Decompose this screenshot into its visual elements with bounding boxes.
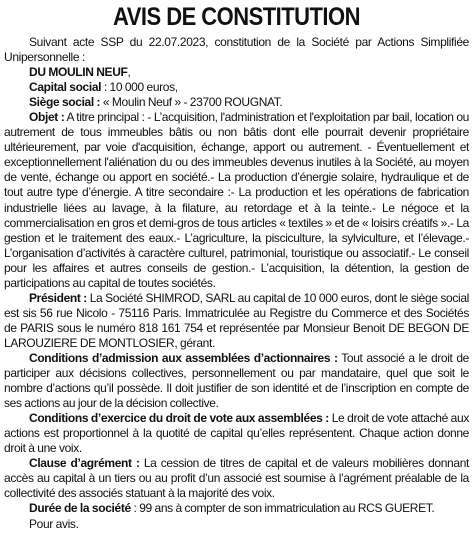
objet-value: A titre principal : - L’acquisition, l'administration et l'exploitation par bail, location ou autrement de tous immeubles bâtis ou non bâtis dont elle pourrait devenir propriétaire ultérieurement, par voie d'acquisition, échange, apport ou autrement. - Éventuellement et exceptionnellement l'aliénation du ou des immeubles devenus inutiles à la Société, au moyen de vente, échange ou apport en société.- La production d’énergie solaire, hydraulique et de tout autre type d’énergie. A titre secondaire :- La production et les opérations de fabrication industrielle liées au lavage, à la filature, au retordage et à la teinte.- Le négoce et la commercialisation en gros et demi-gros de tous articles « textiles » et de « loisirs créatifs ».- La gestion et le traitement des eaux.- L’agriculture, la pisciculture, la sylviculture, et l’élevage.- L’organisation d’activités à caractère culturel, patrimonial, touristique ou associatif.- Le conseil pour les affaires et autres conseils de gestion.- L’acquisition, la détention, la gestion de participations au capital de toutes sociétés. (4, 110, 470, 290)
duree-label: Durée de la société (29, 501, 131, 516)
closing-line (4, 517, 469, 532)
president-value: La Société SHIMROD, SARL au capital de 10 000 euros, dont le siège social est sis 56 rue Nicolo - 75116 Paris. Immatriculée au Registre du Commerce et des Sociétés de PARIS sous le numéro 818 161 754 et représentée par Monsieur Benoit DE BEGON DE LAROUZIERE DE MONTLOSIER, gérant. (4, 290, 469, 350)
closing-text: Pour avis. (29, 516, 79, 531)
capital-line (4, 80, 469, 95)
capital-label: Capital social (29, 80, 102, 95)
intro-paragraph (4, 35, 469, 65)
siege-line (4, 95, 469, 110)
agrement-paragraph (4, 456, 469, 501)
notice-title: AVIS DE CONSTITUTION (113, 3, 360, 31)
duree-value: : 99 ans à compter de son immatriculation au RCS GUERET. (130, 501, 435, 516)
agrement-value: La cession de titres de capital et de valeurs mobilières donnant accès au capital à un tiers ou au profit d’un associé est soumise à l’agrément préalable de la collectivité des associés statuant à la majorité des voix. (4, 456, 469, 501)
company-name-suffix: , (127, 65, 131, 80)
agrement-label: Clause d’agrément : (29, 456, 140, 471)
notice-body (4, 35, 469, 532)
vote-value: Le droit de vote attaché aux actions est proportionnel à la quotité de capital qu’elles représentent. Chaque action donne droit à une voix. (4, 411, 469, 456)
vote-label: Conditions d’exercice du droit de vote aux assemblées : (29, 411, 329, 426)
admission-paragraph (4, 351, 469, 411)
admission-value: Tout associé a le droit de participer aux décisions collectives, personnellement ou par mandataire, quel que soit le nombre d’actions qu’il possède. Il doit justifier de son identité et de l’inscription en compte de ses actions au jour de la décision collective. (4, 350, 469, 411)
president-paragraph (4, 291, 469, 351)
siege-value: « Moulin Neuf » - 23700 ROUGNAT. (100, 95, 283, 110)
capital-value: : 10 000 euros, (101, 80, 178, 95)
objet-paragraph (4, 110, 469, 291)
vote-paragraph (4, 411, 469, 456)
company-name-line (4, 65, 469, 80)
admission-label: Conditions d’admission aux assemblées d’actionnaires : (29, 350, 338, 365)
president-label: Président : (29, 290, 87, 305)
objet-label: Objet : (29, 110, 65, 125)
siege-label: Siège social : (29, 95, 101, 110)
duree-paragraph (4, 501, 469, 516)
company-name: DU MOULIN NEUF (29, 65, 128, 80)
intro-text: Suivant acte SSP du 22.07.2023, constitution de la Société par Actions Simplifiée Unipersonnelle : (4, 35, 469, 65)
